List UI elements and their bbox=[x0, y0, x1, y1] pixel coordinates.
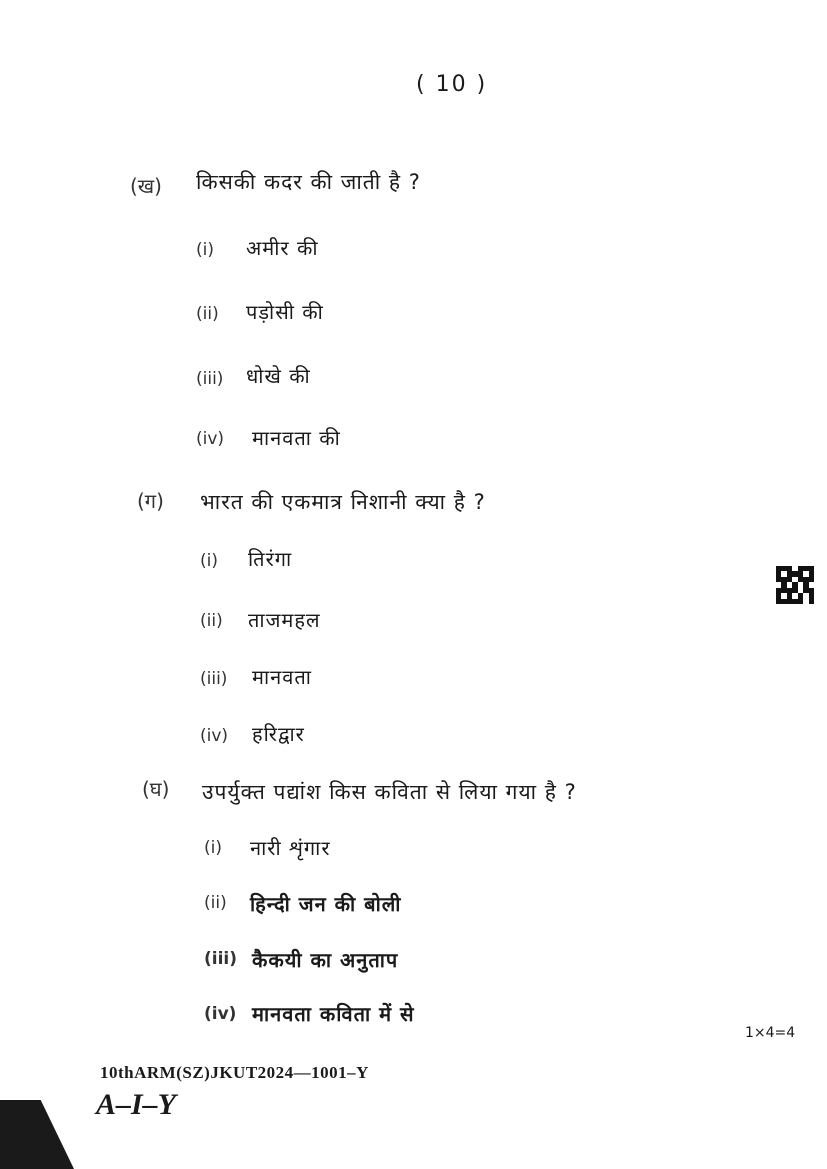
option-text: कैकयी का अनुताप bbox=[252, 948, 399, 972]
option-marker: (iv) bbox=[200, 726, 229, 746]
option-marker: (ii) bbox=[200, 611, 223, 631]
option-marker: (i) bbox=[204, 838, 222, 858]
option-marker: (ii) bbox=[196, 304, 219, 324]
option-marker: (iii) bbox=[196, 369, 224, 389]
question-text: किसकी कदर की जाती है ? bbox=[196, 170, 421, 194]
question-text: भारत की एकमात्र निशानी क्या है ? bbox=[200, 490, 486, 514]
option-text: तिरंगा bbox=[248, 547, 293, 571]
option-text: पड़ोसी की bbox=[246, 300, 324, 324]
option-text: अमीर की bbox=[246, 236, 319, 260]
option-marker: (i) bbox=[196, 240, 214, 260]
paper-series: A–I–Y bbox=[96, 1088, 177, 1121]
marks-allocation: 1×4=4 bbox=[745, 1025, 796, 1041]
option-text: हिन्दी जन की बोली bbox=[250, 892, 402, 916]
scan-shadow bbox=[0, 1100, 74, 1169]
option-text: मानवता bbox=[252, 665, 312, 689]
question-marker: (ख) bbox=[130, 174, 162, 198]
option-marker: (iii) bbox=[200, 669, 228, 689]
question-marker: (ग) bbox=[137, 489, 164, 513]
question-marker: (घ) bbox=[142, 777, 170, 801]
question-text: उपर्युक्त पद्यांश किस कविता से लिया गया है ? bbox=[202, 780, 577, 804]
option-text: हरिद्वार bbox=[252, 722, 305, 746]
qr-code-icon bbox=[776, 566, 814, 604]
page-number: ( 10 ) bbox=[416, 72, 488, 97]
option-marker: (iv) bbox=[196, 429, 225, 449]
paper-code: 10thARM(SZ)JKUT2024—1001–Y bbox=[100, 1063, 369, 1082]
option-marker: (iii) bbox=[204, 949, 238, 969]
option-text: मानवता की bbox=[252, 426, 341, 450]
option-text: मानवता कविता में से bbox=[252, 1002, 415, 1026]
option-text: नारी शृंगार bbox=[250, 836, 331, 860]
option-text: ताजमहल bbox=[248, 608, 321, 632]
option-marker: (iv) bbox=[204, 1004, 237, 1024]
option-text: धोखे की bbox=[246, 364, 311, 388]
option-marker: (i) bbox=[200, 551, 218, 571]
option-marker: (ii) bbox=[204, 893, 227, 913]
